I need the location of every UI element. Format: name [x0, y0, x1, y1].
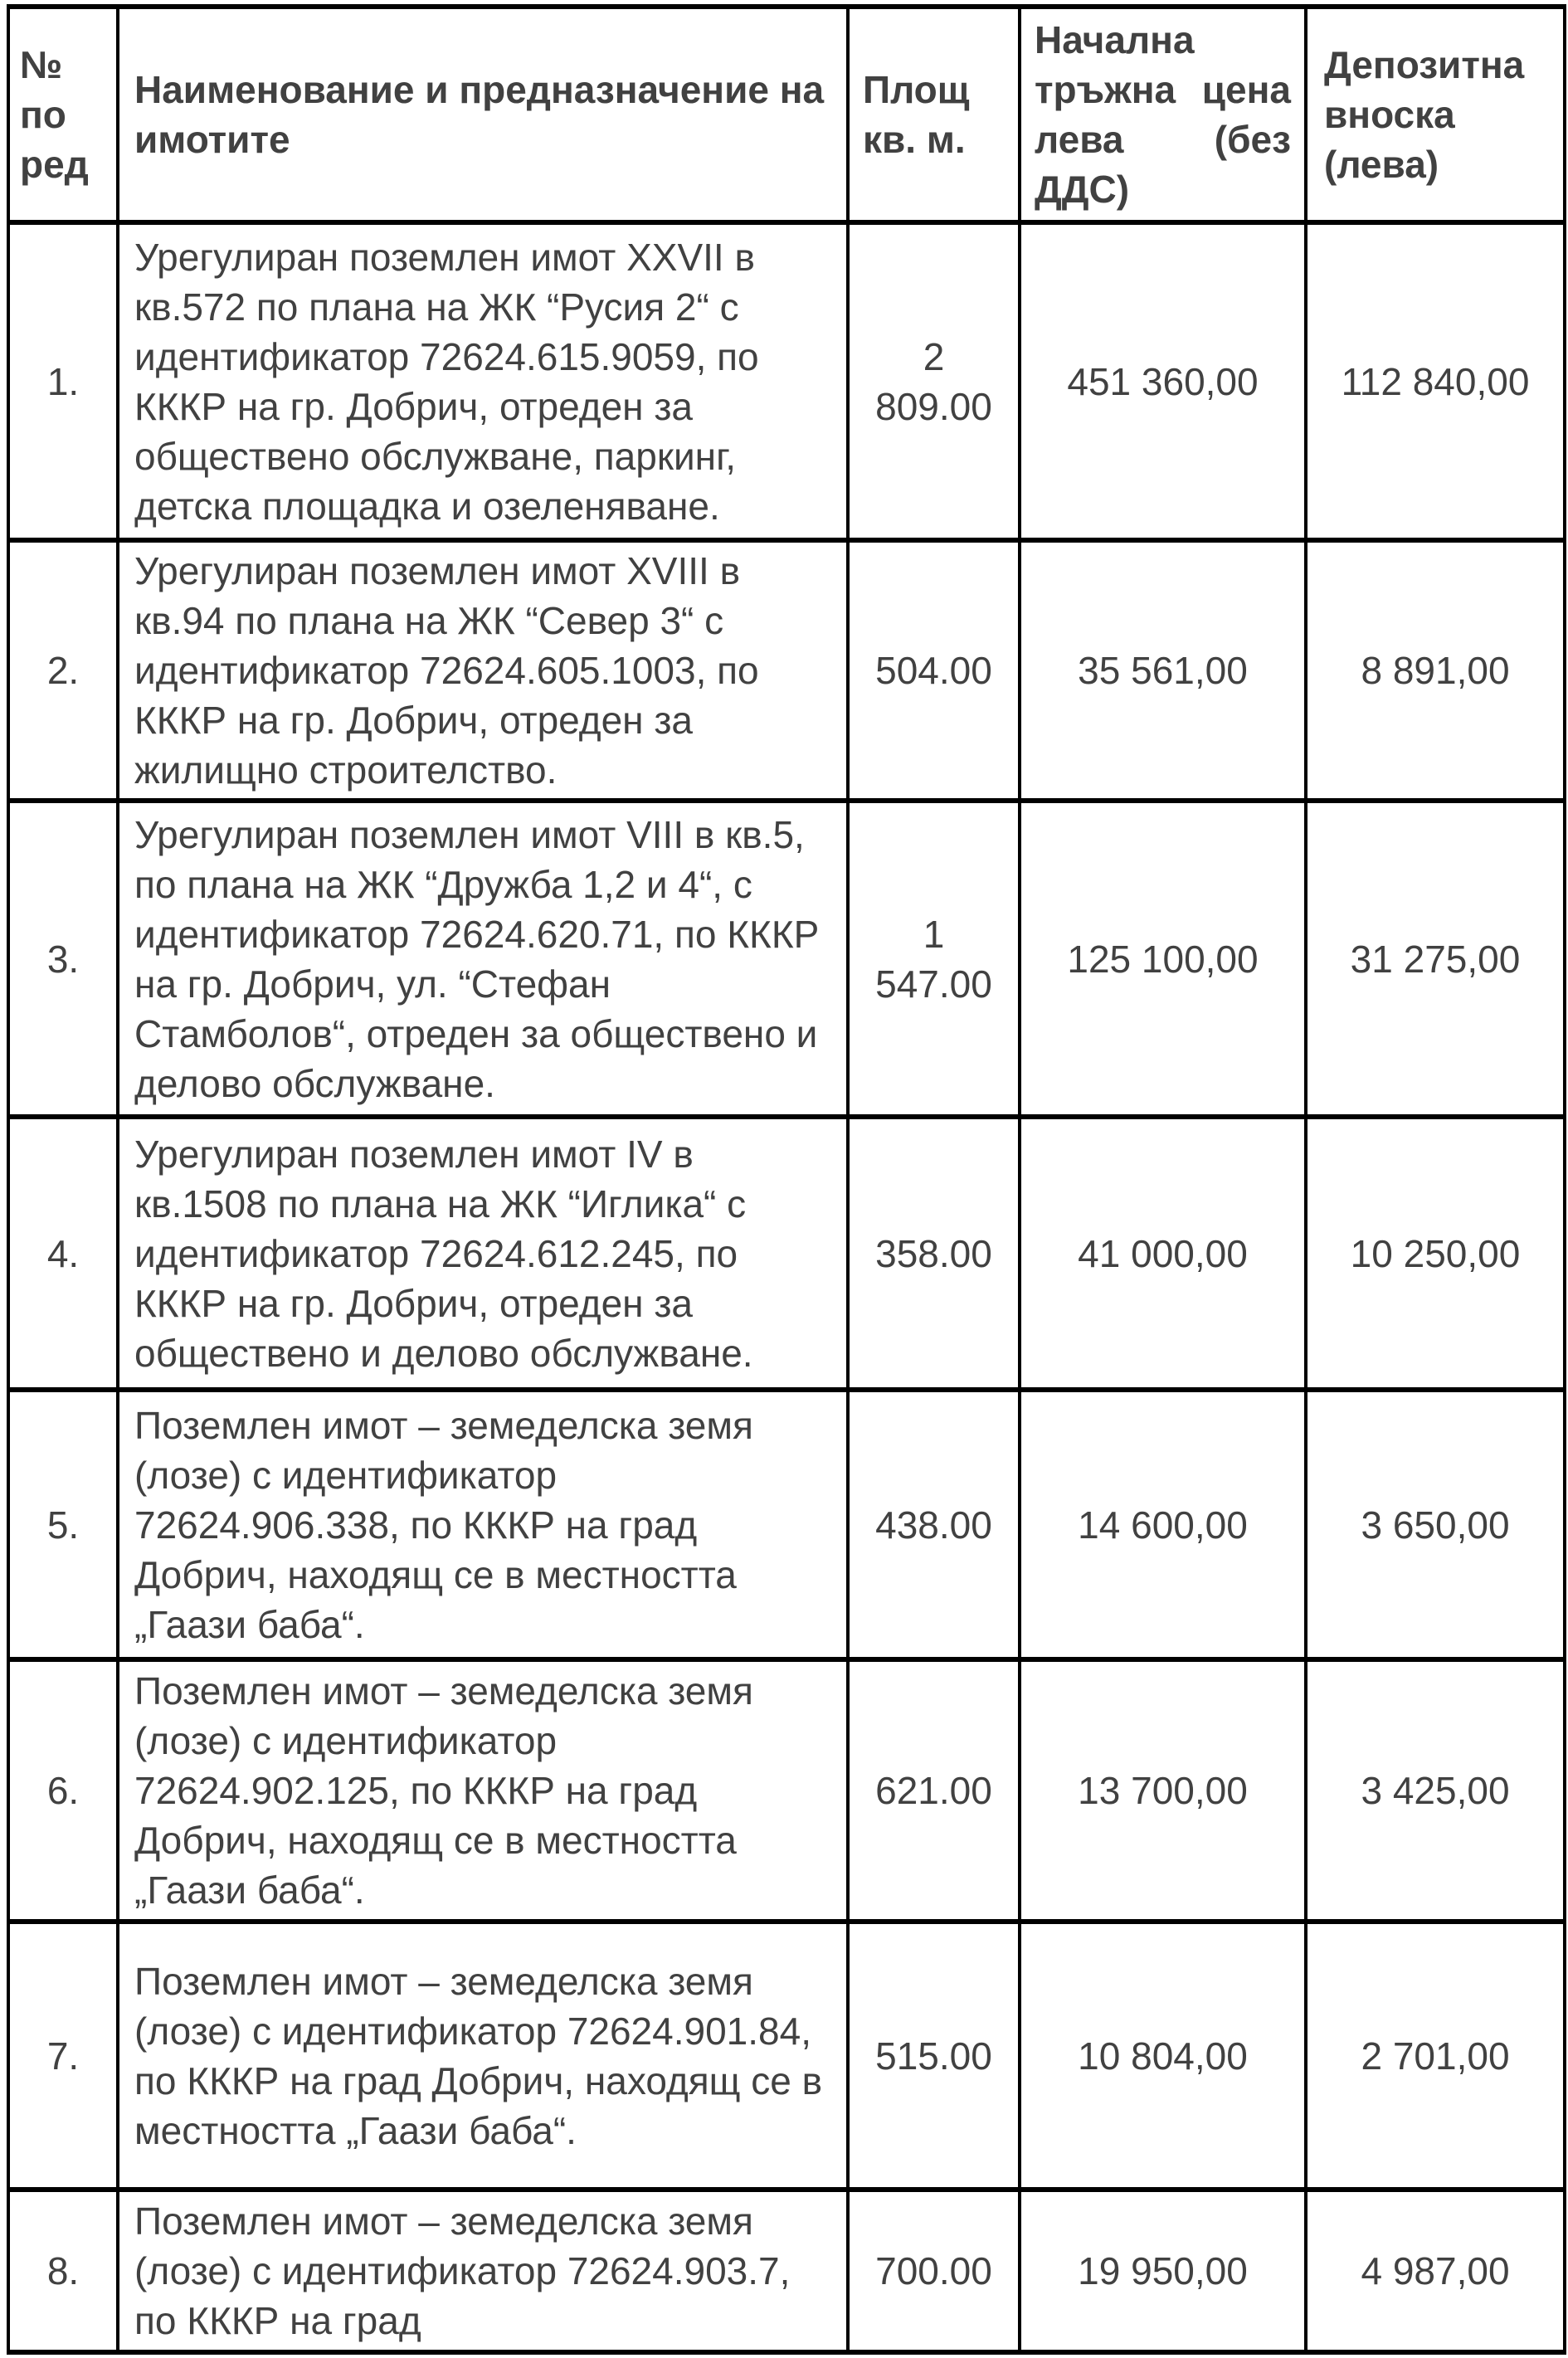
header-row [8, 7, 1565, 222]
property-description-cell: Поземлен имот – земеделска земя (лозе) с идентификатор 72624.903.7, по КККР на град [118, 2190, 848, 2352]
deposit-cell: 31 275,00 [1306, 801, 1565, 1117]
row-number-cell: 4. [8, 1117, 118, 1390]
area-cell: 700.00 [848, 2190, 1020, 2352]
area-cell: 504.00 [848, 540, 1020, 801]
deposit-cell: 8 891,00 [1306, 540, 1565, 801]
deposit-cell: 4 987,00 [1306, 2190, 1565, 2352]
area-cell: 1 547.00 [848, 801, 1020, 1117]
property-description-cell: Урегулиран поземлен имот XXVII в кв.572 по плана на ЖК “Русия 2“ с идентификатор 72624.615.9059, по КККР на гр. Добрич, отреден за обществено обслужване, паркинг, детска площадка и озеленяване. [118, 222, 848, 540]
table-row [8, 222, 1565, 540]
deposit-cell: 3 425,00 [1306, 1659, 1565, 1922]
table-row [8, 2190, 1565, 2352]
table-header [8, 7, 1565, 222]
property-description-cell: Урегулиран поземлен имот XVIII в кв.94 по плана на ЖК “Север 3“ с идентификатор 72624.605.1003, по КККР на гр. Добрич, отреден за жилищно строителство. [118, 540, 848, 801]
row-number-cell: 7. [8, 1922, 118, 2190]
property-description-cell: Поземлен имот – земеделска земя (лозе) с идентификатор 72624.901.84, по КККР на град Добрич, находящ се в местността „Гаази баба“. [118, 1922, 848, 2190]
price-cell: 41 000,00 [1020, 1117, 1306, 1390]
row-number-cell: 2. [8, 540, 118, 801]
property-description-cell: Урегулиран поземлен имот VIII в кв.5, по плана на ЖК “Дружба 1,2 и 4“, с идентификатор 72624.620.71, по КККР на гр. Добрич, ул. “Стефан Стамболов“, отреден за обществено и делово обслужване. [118, 801, 848, 1117]
price-cell: 451 360,00 [1020, 222, 1306, 540]
row-number-cell: 6. [8, 1659, 118, 1922]
table-row [8, 1922, 1565, 2190]
table-row [8, 540, 1565, 801]
area-cell: 2 809.00 [848, 222, 1020, 540]
deposit-cell: 10 250,00 [1306, 1117, 1565, 1390]
price-cell: 125 100,00 [1020, 801, 1306, 1117]
row-number-cell: 8. [8, 2190, 118, 2352]
table-row [8, 1390, 1565, 1659]
property-description-cell: Урегулиран поземлен имот IV в кв.1508 по плана на ЖК “Иглика“ с идентификатор 72624.612.245, по КККР на гр. Добрич, отреден за обществено и делово обслужване. [118, 1117, 848, 1390]
row-number-cell: 5. [8, 1390, 118, 1659]
table-row [8, 801, 1565, 1117]
price-cell: 10 804,00 [1020, 1922, 1306, 2190]
price-cell: 35 561,00 [1020, 540, 1306, 801]
area-cell: 515.00 [848, 1922, 1020, 2190]
area-cell: 621.00 [848, 1659, 1020, 1922]
table-row [8, 1117, 1565, 1390]
property-description-cell: Поземлен имот – земеделска земя (лозе) с идентификатор 72624.902.125, по КККР на град Добрич, находящ се в местността „Гаази баба“. [118, 1659, 848, 1922]
col-header-area: Площ кв. м. [848, 7, 1020, 222]
area-cell: 358.00 [848, 1117, 1020, 1390]
deposit-cell: 112 840,00 [1306, 222, 1565, 540]
col-header-property-name: Наименование и предназначение на имотите [118, 7, 848, 222]
deposit-cell: 3 650,00 [1306, 1390, 1565, 1659]
property-auction-table [7, 4, 1566, 2355]
price-cell: 14 600,00 [1020, 1390, 1306, 1659]
table-row [8, 1659, 1565, 1922]
col-header-starting-price: Начална тръжна цена лева (без ДДС) [1020, 7, 1306, 222]
table-body [8, 222, 1565, 2352]
deposit-cell: 2 701,00 [1306, 1922, 1565, 2190]
price-cell: 19 950,00 [1020, 2190, 1306, 2352]
property-description-cell: Поземлен имот – земеделска земя (лозе) с идентификатор 72624.906.338, по КККР на град Добрич, находящ се в местността „Гаази баба“. [118, 1390, 848, 1659]
row-number-cell: 3. [8, 801, 118, 1117]
price-cell: 13 700,00 [1020, 1659, 1306, 1922]
row-number-cell: 1. [8, 222, 118, 540]
area-cell: 438.00 [848, 1390, 1020, 1659]
col-header-deposit: Депозитна вноска (лева) [1306, 7, 1565, 222]
col-header-row-number: № по ред [8, 7, 118, 222]
